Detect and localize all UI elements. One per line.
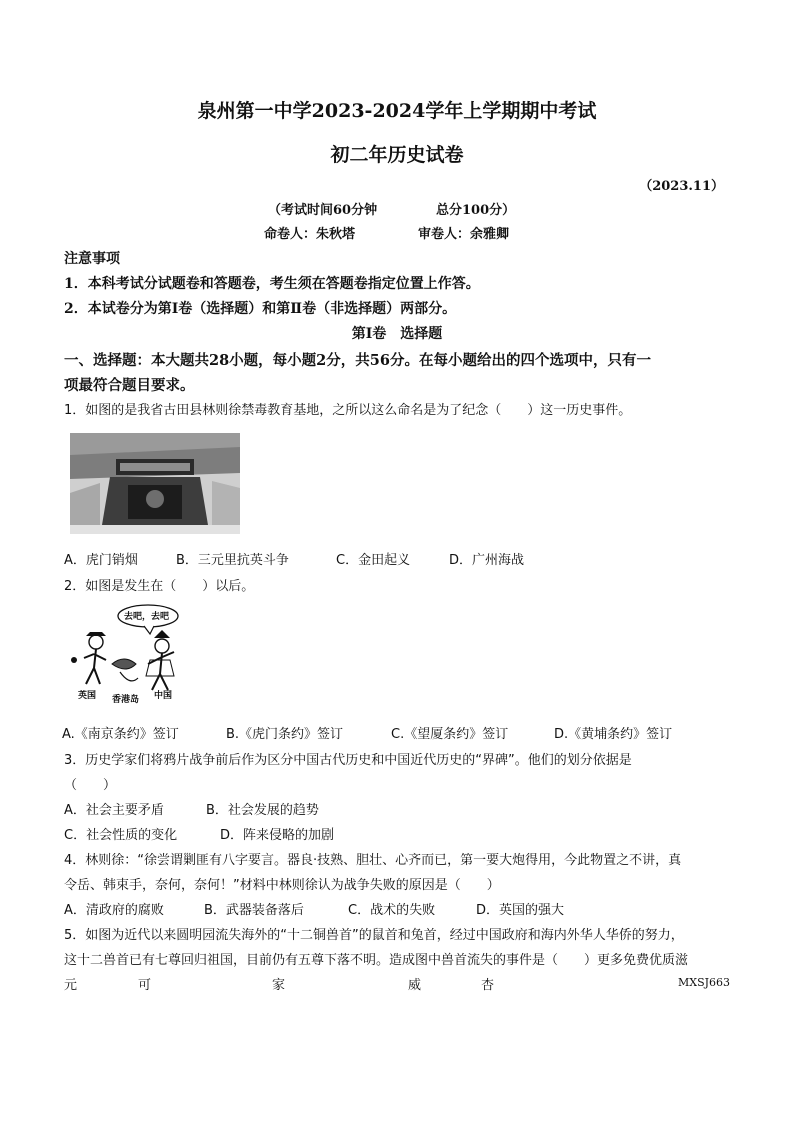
q3-stem-line2: （ ） — [64, 778, 117, 793]
exam-score-info: 总分100分） — [436, 203, 516, 218]
q5-footer-word-2: 可 — [138, 978, 152, 993]
exam-author: 命卷人：朱秋塔 — [264, 227, 356, 242]
exam-date: （2023.11） — [639, 179, 724, 194]
q2-stem: 2．如图是发生在（ ）以后。 — [64, 579, 255, 594]
section-instruction-line1: 一、选择题：本大题共28小题，每小题2分，共56分。在每小题给出的四个选项中，只有一 — [64, 352, 651, 369]
q5-stem-line2: 这十二兽首已有七尊回归祖国，目前仍有五尊下落不明。造成图中兽首流失的事件是（ ）更多免费优质滋 — [64, 953, 689, 968]
q3-stem-line1: 3．历史学家们将鸦片战争前后作为区分中国古代历史和中国近代历史的“界碑”。他们的划分依据是 — [64, 753, 632, 768]
cartoon-label-britain: 英国 — [78, 691, 97, 701]
museum-photo-icon — [70, 433, 240, 534]
cartoon-bubble-text: 去吧，去吧 — [124, 612, 170, 622]
exam-subtitle: 初二年历史试卷 — [330, 144, 464, 166]
q1-photo — [70, 433, 240, 534]
exam-title: 泉州第一中学2023-2024学年上学期期中考试 — [197, 100, 597, 122]
notes-item-2: 2．本试卷分为第Ⅰ卷（选择题）和第Ⅱ卷（非选择题）两部分。 — [64, 301, 457, 317]
exam-reviewer: 审卷人：余雅卿 — [418, 227, 510, 242]
exam-time-info: （考试时间60分钟 — [268, 203, 378, 218]
q5-footer-word-5: 杏 — [481, 978, 495, 993]
q1-stem: 1．如图的是我省古田县林则徐禁毒教育基地，之所以这么命名是为了纪念（ ）这一历史事件。 — [64, 403, 632, 418]
q1-option-a: A．虎门销烟 — [64, 553, 138, 568]
section-title: 第Ⅰ卷 选择题 — [351, 326, 443, 342]
q2-option-a: A.《南京条约》签订 — [62, 727, 179, 742]
q2-option-b: B.《虎门条约》签订 — [226, 727, 344, 742]
cartoon-label-hk: 香港岛 — [112, 695, 140, 705]
q2-cartoon — [64, 602, 196, 705]
q4-stem-line1: 4．林则徐：“徐尝谓剿匪有八字要言。器良·技熟、胆壮、心齐而已，第一要大炮得用，今此物置之不讲，真 — [64, 853, 682, 868]
document-code: MXSJ663 — [678, 976, 731, 989]
q5-stem-line1: 5．如图为近代以来圆明园流失海外的“十二铜兽首”的鼠首和兔首，经过中国政府和海内外华人华侨的努力， — [64, 928, 684, 943]
q4-stem-line2: 令岳、韩束手，奈何，奈何！”材料中林则徐认为战争失败的原因是（ ） — [64, 878, 500, 893]
q2-option-d: D.《黄埔条约》签订 — [554, 727, 673, 742]
q5-footer-word-4: 威 — [408, 978, 422, 993]
q3-option-b: B．社会发展的趋势 — [206, 803, 319, 818]
notes-heading: 注意事项 — [64, 251, 120, 267]
q4-option-a: A．清政府的腐败 — [64, 903, 164, 918]
q1-option-b: B．三元里抗英斗争 — [176, 553, 289, 568]
q2-option-c: C.《望厦条约》签订 — [391, 727, 509, 742]
q1-option-c: C．金田起义 — [336, 553, 411, 568]
q5-footer-word-1: 元 — [64, 978, 78, 993]
q4-option-c: C．战术的失败 — [348, 903, 436, 918]
q4-option-b: B．武器装备落后 — [204, 903, 304, 918]
cartoon-label-china: 中国 — [154, 691, 173, 701]
q4-option-d: D．英国的强大 — [476, 903, 565, 918]
section-instruction-line2: 项最符合题目要求。 — [64, 377, 195, 394]
q3-option-c: C．社会性质的变化 — [64, 828, 178, 843]
q5-footer-word-3: 家 — [272, 978, 286, 993]
q3-option-a: A．社会主要矛盾 — [64, 803, 164, 818]
q1-option-d: D．广州海战 — [449, 553, 525, 568]
q3-option-d: D．阵来侵略的加剧 — [220, 828, 335, 843]
notes-item-1: 1．本科考试分试题卷和答题卷，考生须在答题卷指定位置上作答。 — [64, 276, 480, 292]
